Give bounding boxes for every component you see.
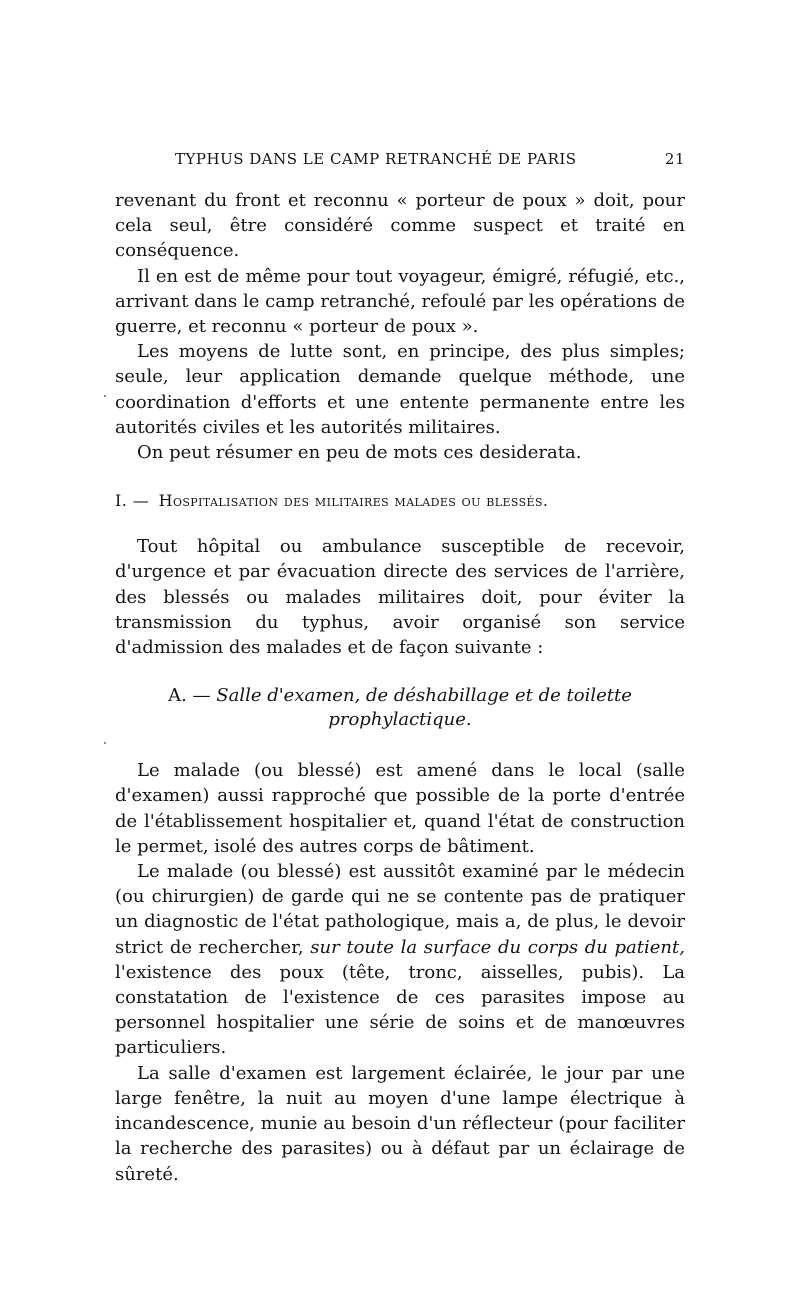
paragraph-continued: revenant du front et reconnu « porteur de poux » doit, pour cela seul, être considéré comme suspect et traité en conséquence. xyxy=(115,190,685,262)
intro-text xyxy=(115,188,685,465)
paragraph: Il en est de même pour tout voyageur, émigré, réfugié, etc., arrivant dans le camp retranché, refoulé par les opérations de guerre, et reconnu « porteur de poux ». xyxy=(115,265,685,338)
subsection-heading xyxy=(115,684,685,732)
subsection-text xyxy=(115,758,685,1186)
paragraph: Les moyens de lutte sont, en principe, des plus simples; seule, leur application demande quelque méthode, une coordination d'efforts et une entente permanente entre les autorités civiles et les autorités militaires. xyxy=(115,341,685,438)
page-number: 21 xyxy=(664,150,685,168)
italic-emphasis: sur toute la surface du corps du patient, xyxy=(310,936,685,958)
paragraph-part: Le malade (ou blessé) est aussitôt examiné par le médecin (ou chirurgien) de garde qui ne se contente pas de pratiquer un diagnostic de l'état pathologique, mais a, de plus, le devoir strict de rechercher, xyxy=(115,861,685,958)
paragraph: On peut résumer en peu de mots ces desiderata. xyxy=(137,442,582,464)
running-head-title: TYPHUS DANS LE CAMP RETRANCHÉ DE PARIS xyxy=(175,150,577,168)
margin-speck xyxy=(104,742,106,744)
book-page xyxy=(115,146,685,1187)
subsection-letter: A. — xyxy=(168,685,211,707)
subsection-title-line2: prophylactique. xyxy=(328,709,472,731)
paragraph: Tout hôpital ou ambulance susceptible de recevoir, d'urgence et par évacuation directe des services de l'arrière, des blessés ou malades militaires doit, pour éviter la transmission du typhus, avoir organisé son service d'admission des malades et de façon suivante : xyxy=(115,536,685,659)
section-number: I. — xyxy=(115,491,150,511)
section-title: Hospitalisation des militaires malades ou blessés. xyxy=(158,491,549,511)
section-text xyxy=(115,534,685,660)
subsection-title-line1: Salle d'examen, de déshabillage et de toilette xyxy=(216,685,632,707)
paragraph xyxy=(115,859,685,1061)
paragraph-part: l'existence des poux (tête, tronc, aisselles, pubis). La constatation de l'existence de ces parasites impose au personnel hospitalier une série de soins et de manœuvres particuliers. xyxy=(115,961,685,1059)
paragraph: La salle d'examen est largement éclairée, le jour par une large fenêtre, la nuit au moyen d'une lampe électrique à incandescence, munie au besoin d'un réflecteur (pour faciliter la recherche des parasites) ou à défaut par un éclairage de sûreté. xyxy=(115,1062,685,1185)
margin-speck xyxy=(104,395,106,397)
running-head xyxy=(115,146,685,176)
paragraph: Le malade (ou blessé) est amené dans le local (salle d'examen) aussi rapproché que possible de la porte d'entrée de l'établissement hospitalier et, quand l'état de construction le permet, isolé des autres corps de bâtiment. xyxy=(115,760,685,857)
section-heading xyxy=(115,491,685,510)
